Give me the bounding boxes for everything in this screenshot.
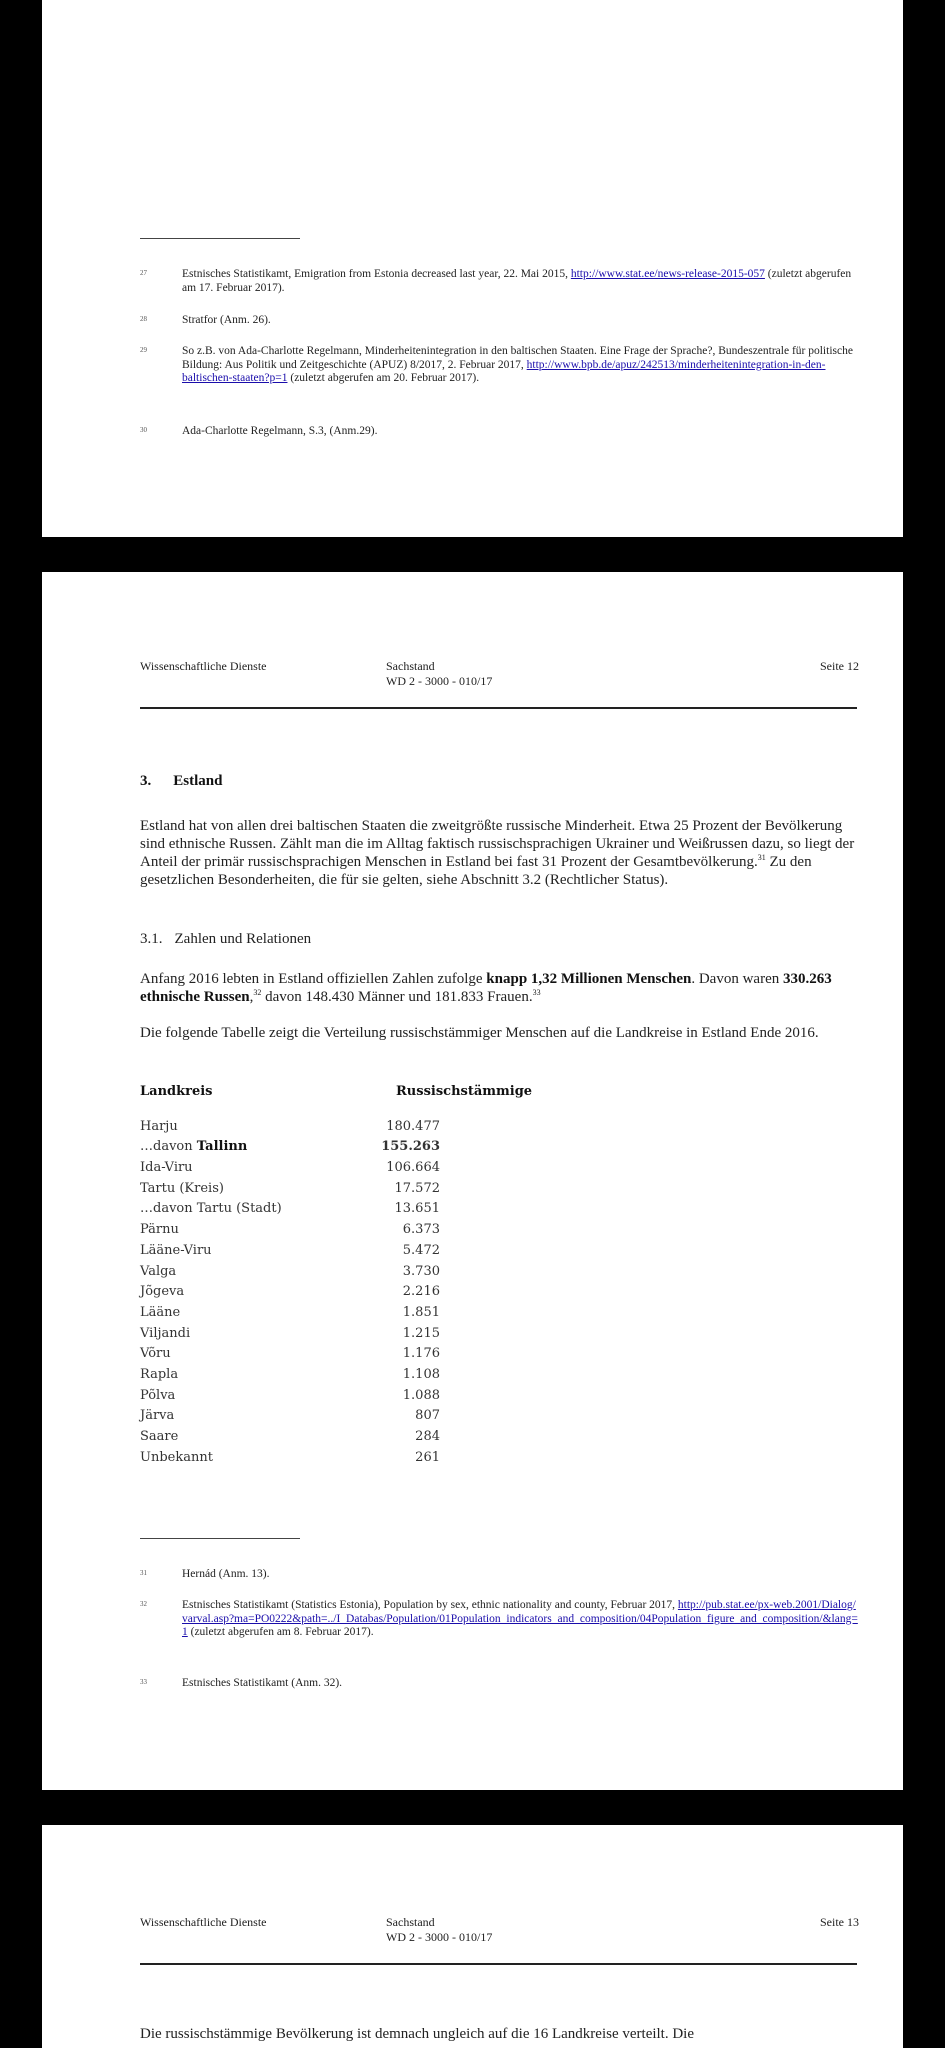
county-value: 17.572 [394, 1180, 440, 1196]
header-left: Wissenschaftliche Dienste [140, 659, 267, 673]
county-name: Lääne-Viru [140, 1242, 212, 1258]
intro-paragraph: Estland hat von allen drei baltischen Staaten die zweitgrößte russische Minderheit. Etwa 25 Prozent der Bevölkerung sind ethnische Russen. Zählt man die im Alltag faktisch russischsprachigen Ukrainer und Weißrussen dazu, so liegt der Anteil der primär russischsprachigen Menschen in Estland bei fast 31 Prozent der Gesamtbevölkerung.$^{31}$ Zu den gesetzlichen Besonderheiten, die für sie gelten, siehe Abschnitt 3.2 (Rechtlicher Status). [140, 818, 855, 888]
footnote-number: 33 [140, 1678, 147, 1686]
footnote-number: 32 [140, 1600, 147, 1608]
footnote-ref[interactable]: 32 [253, 988, 262, 997]
section-heading: 3. Estland [140, 773, 223, 789]
county-value: 5.472 [402, 1242, 440, 1258]
county-name: Võru [140, 1346, 171, 1362]
page-number: Seite 12 [820, 659, 859, 673]
footnote-28: 28 Stratfor (Anm. 26). [140, 314, 271, 326]
county-value: 155.263 [381, 1139, 440, 1155]
footnote-number: 30 [140, 426, 147, 434]
county-value: 1.851 [402, 1304, 440, 1320]
footnote-29: 29 So z.B. von Ada-Charlotte Regelmann, Minderheitenintegration in den baltischen Staaten. Eine Frage der Sprache?, Bundeszentrale für politische Bildung: Aus Politik und Zeitgeschichte (APUZ) 8/2017, 2. Februar 2017, http://www.bpb.de/apuz/242513/minderheitenintegration-in-den-baltischen-staaten?p=1 (zuletzt abgerufen am 20. Februar 2017). [140, 345, 853, 384]
footnote-ref[interactable]: 33 [532, 988, 541, 997]
footnote-number: 31 [140, 1569, 147, 1577]
county-value: 2.216 [402, 1284, 440, 1300]
footnote-separator [140, 1538, 300, 1539]
county-name: Ida-Viru [140, 1160, 193, 1176]
county-name: Valga [140, 1263, 177, 1279]
footnote-33: 33 Estnisches Statistikamt (Anm. 32). [140, 1677, 343, 1689]
county-name: Lääne [140, 1304, 181, 1320]
county-name: …davon Tallinn [140, 1139, 248, 1155]
footnote-separator [140, 238, 300, 239]
page-number: Seite 13 [820, 1915, 859, 1929]
county-value: 1.088 [402, 1387, 440, 1403]
footnote-link[interactable]: http://pub.stat.ee/px-web.2001/Dialog/varval.asp?ma=PO0222&path=../I_Databas/Population/01Population_indicators_and_composition/04Population_figure_and_composition/&lang=1 [182, 1599, 858, 1638]
county-name: Rapla [140, 1366, 179, 1382]
county-value: 1.108 [402, 1366, 440, 1382]
footnote-number: 27 [140, 269, 147, 277]
footnote-link[interactable]: http://www.stat.ee/news-release-2015-057 [570, 268, 765, 280]
header-center: Sachstand WD 2 - 3000 - 010/17 [386, 1915, 493, 1944]
county-value: 180.477 [386, 1118, 440, 1134]
county-value: 1.176 [402, 1346, 440, 1362]
footnote-ref[interactable]: 31 [757, 853, 766, 862]
document-page-12 [42, 572, 903, 1790]
county-value: 13.651 [394, 1201, 440, 1217]
footnote-32: 32 Estnisches Statistikamt (Statistics Estonia), Population by sex, ethnic nationality and county, Februar 2017, http://pub.stat.ee/px-web.2001/Dialog/varval.asp?ma=PO0222&path=../I_Databas/Population/01Population_indicators_and_composition/04Population_figure_and_composition/&lang=1 (zuletzt abgerufen am 8. Februar 2017). [140, 1599, 858, 1638]
footnote-number: 28 [140, 315, 147, 323]
footnote-31: 31 Hernád (Anm. 13). [140, 1568, 270, 1580]
header-center: Sachstand WD 2 - 3000 - 010/17 [386, 659, 493, 688]
footnote-link[interactable]: http://www.bpb.de/apuz/242513/minderheitenintegration-in-den-baltischen-staaten?p=1 [182, 358, 826, 384]
county-value: 106.664 [386, 1160, 440, 1176]
body-paragraph: Die russischstämmige Bevölkerung ist demnach ungleich auf die 16 Landkreise verteilt. Die [140, 2026, 695, 2042]
county-name: Viljandi [140, 1325, 191, 1341]
population-paragraph: Anfang 2016 lebten in Estland offiziellen Zahlen zufolge knapp 1,32 Millionen Menschen. Davon waren 330.263 ethnische Russen,$^{32}$ davon 148.430 Männer und 181.833 Frauen.$^{33}$ [140, 971, 832, 1005]
footnote-27: 27 Estnisches Statistikamt, Emigration from Estonia decreased last year, 22. Mai 2015, http://www.stat.ee/news-release-2015-057 (zuletzt abgerufen am 17. Februar 2017). [140, 268, 852, 294]
county-value: 284 [415, 1429, 440, 1444]
county-name: Jõgeva [140, 1284, 185, 1300]
county-name: Pärnu [140, 1222, 179, 1238]
county-value: 1.215 [402, 1325, 440, 1341]
county-value: 807 [415, 1408, 440, 1424]
county-value: 3.730 [402, 1263, 440, 1279]
county-name: Unbekannt [140, 1449, 213, 1465]
header-rule [140, 707, 857, 709]
county-name: Järva [140, 1408, 175, 1424]
county-name: Tartu (Kreis) [140, 1180, 224, 1196]
document-page-11 [42, 0, 903, 537]
footnote-30: 30 Ada-Charlotte Regelmann, S.3, (Anm.29). [140, 425, 378, 437]
subsection-heading: 3.1. Zahlen und Relationen [140, 931, 312, 947]
header-left: Wissenschaftliche Dienste [140, 1915, 267, 1929]
county-name: Põlva [140, 1387, 176, 1403]
county-value: 6.373 [402, 1222, 440, 1238]
county-name: …davon Tartu (Stadt) [140, 1201, 282, 1217]
county-name: Saare [140, 1429, 179, 1444]
table-intro-paragraph: Die folgende Tabelle zeigt die Verteilung russischstämmiger Menschen auf die Landkreise in Estland Ende 2016. [140, 1025, 819, 1041]
column-header-landkreis: Landkreis [140, 1084, 213, 1099]
county-name: Harju [140, 1118, 178, 1134]
header-rule [140, 1963, 857, 1965]
county-value: 261 [415, 1449, 440, 1465]
column-header-russischstaemmige: Russischstämmige [396, 1084, 533, 1099]
document-page-13 [42, 1825, 903, 2048]
footnote-number: 29 [140, 346, 147, 354]
